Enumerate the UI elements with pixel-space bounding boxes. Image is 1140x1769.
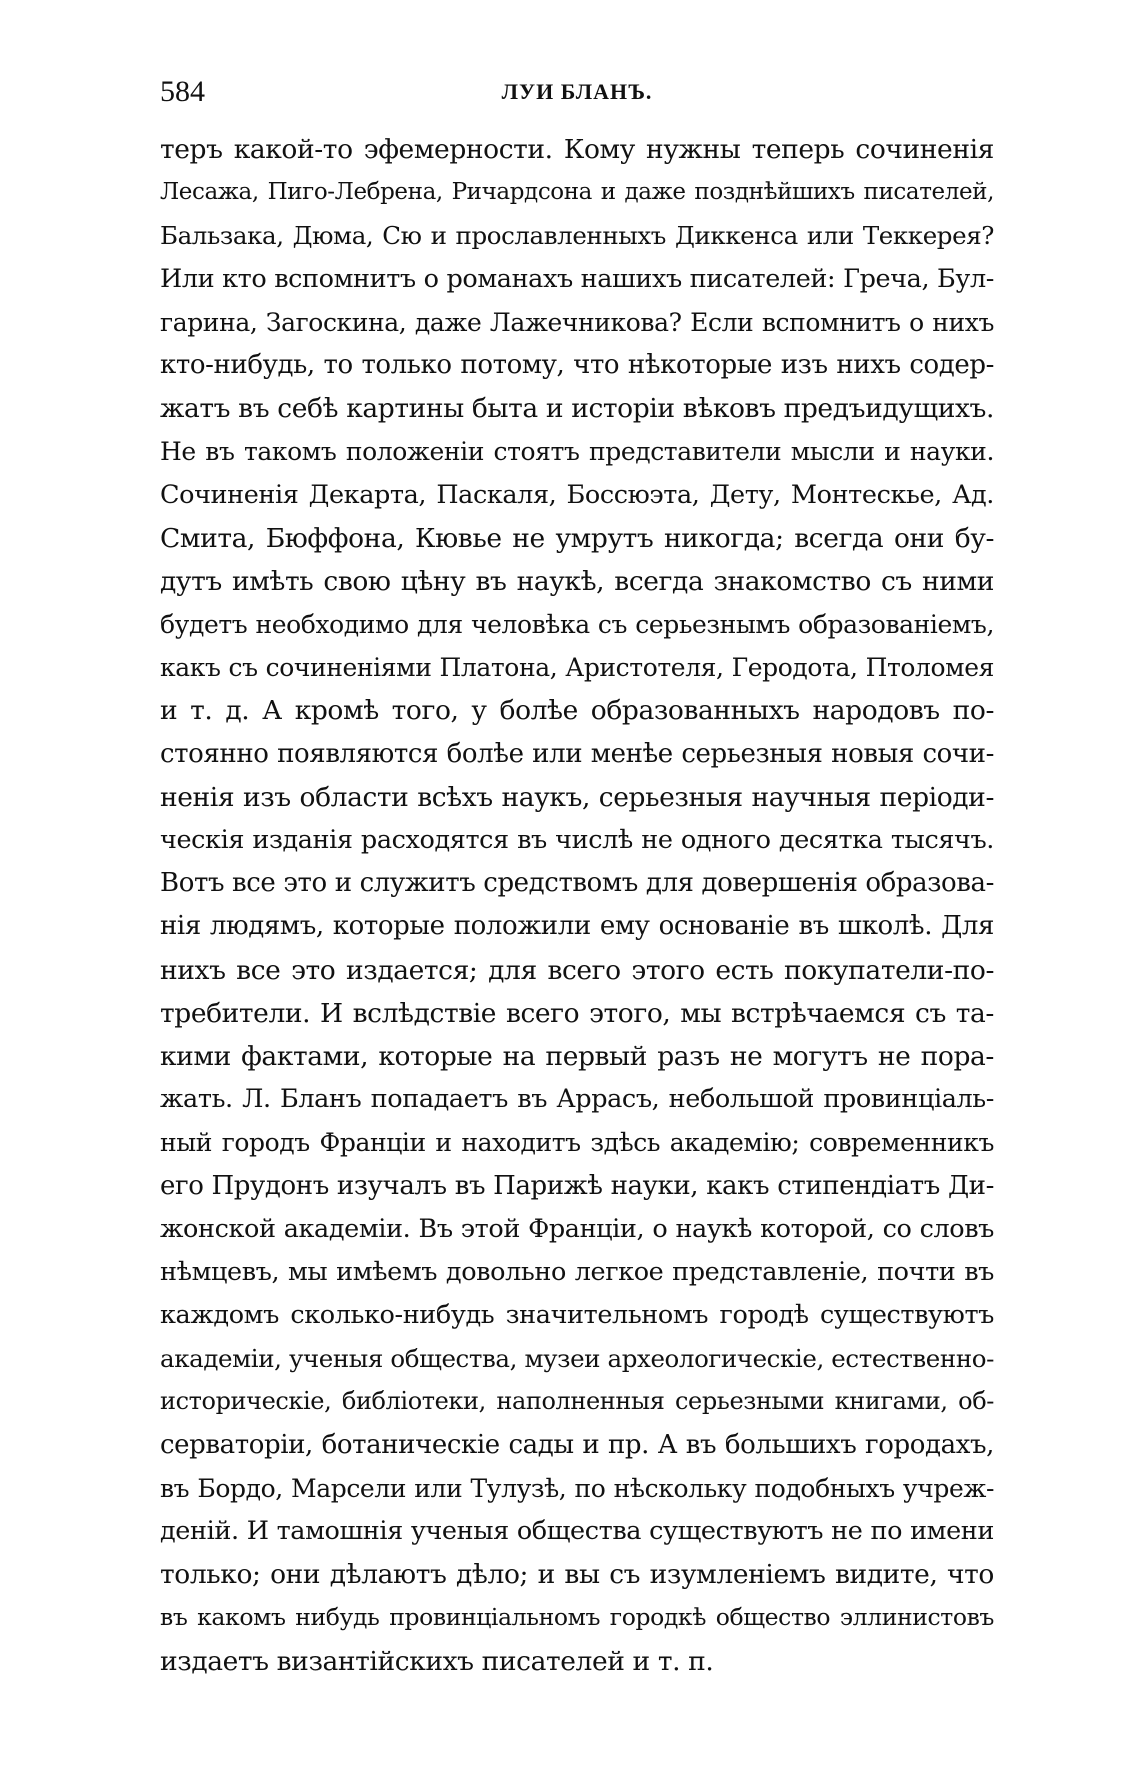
text-line: только; они дѣлаютъ дѣло; и вы съ изумленіемъ видите, что [160, 1559, 994, 1591]
text-line: кто-нибудь, то только потому, что нѣкоторые изъ нихъ содер- [160, 349, 994, 380]
text-line: ный городъ Франціи и находитъ здѣсь академію; современникъ [160, 1128, 994, 1158]
text-line: Или кто вспомнитъ о романахъ нашихъ писателей: Греча, Бул- [160, 263, 994, 294]
text-line: ненія изъ области всѣхъ наукъ, серьезныя научныя періоди- [160, 781, 994, 813]
text-line: нихъ все это издается; для всего этого есть покупатели-по- [160, 954, 994, 986]
text-line: будетъ необходимо для человѣка съ серьезнымъ образованіемъ, [160, 610, 994, 640]
text-line: ческія изданія расходятся въ числѣ не одного десятка тысячъ. [160, 825, 994, 855]
body-text [160, 128, 994, 1683]
text-line: Сочиненія Декарта, Паскаля, Боссюэта, Дету, Монтескье, Ад. [160, 479, 994, 510]
text-line: академіи, ученыя общества, музеи археологическіе, естественно- [160, 1344, 994, 1374]
text-line: стоянно появляются болѣе или менѣе серьезныя новыя сочи- [160, 738, 994, 769]
text-line: нія людямъ, которые положили ему основаніе въ школѣ. Для [160, 911, 994, 942]
text-line: серваторіи, ботаническіе сады и пр. А въ большихъ городахъ, [160, 1429, 994, 1460]
text-line: Не въ такомъ положеніи стоятъ представители мысли и науки. [160, 437, 994, 467]
text-line: издаетъ византійскихъ писателей и т. п. [160, 1645, 714, 1677]
text-line: жонской академіи. Въ этой Франціи, о наукѣ которой, со словъ [160, 1213, 994, 1244]
text-line: Вотъ все это и служитъ средствомъ для довершенія образова- [160, 868, 994, 899]
text-line: деній. И тамошнія ученыя общества существуютъ не по имени [160, 1516, 994, 1546]
text-line: жатъ въ себѣ картины быта и исторіи вѣковъ предъидущихъ. [160, 393, 994, 425]
text-line: и т. д. А кромѣ того, у болѣе образованныхъ народовъ по- [160, 695, 994, 727]
text-line: требители. И вслѣдствіе всего этого, мы встрѣчаемся съ та- [160, 997, 994, 1029]
text-line: Смита, Бюффона, Кювье не умрутъ никогда; всегда они бу- [160, 522, 994, 554]
text-line: дутъ имѣть свою цѣну въ наукѣ, всегда знакомство съ ними [160, 565, 994, 597]
running-title: ЛУИ БЛАНЪ. [501, 79, 653, 104]
text-line: его Прудонъ изучалъ въ Парижѣ науки, какъ стипендіатъ Ди- [160, 1170, 994, 1201]
text-line: жать. Л. Бланъ попадаетъ въ Аррасъ, небольшой провинціаль- [160, 1084, 994, 1115]
text-line: историческіе, библіотеки, наполненныя серьезными книгами, об- [160, 1387, 994, 1416]
text-line: гарина, Загоскина, даже Лажечникова? Если вспомнитъ о нихъ [160, 307, 994, 337]
text-line: какъ съ сочиненіями Платона, Аристотеля, Геродота, Птоломея [160, 653, 994, 683]
text-line: нѣмцевъ, мы имѣемъ довольно легкое представленіе, почти въ [160, 1256, 994, 1287]
running-head [160, 72, 994, 112]
text-line: теръ какой-то эфемерности. Кому нужны теперь сочиненія [160, 134, 994, 165]
text-line: Бальзака, Дюма, Сю и прославленныхъ Диккенса или Теккерея? [160, 221, 994, 251]
text-line: Лесажа, Пиго-Лебрена, Ричардсона и даже позднѣйшихъ писателей, [160, 179, 994, 206]
text-line: въ какомъ нибудь провинціальномъ городкѣ общество эллинистовъ [160, 1603, 994, 1632]
page-number: 584 [160, 75, 205, 108]
text-line: каждомъ сколько-нибудь значительномъ городѣ существуютъ [160, 1300, 994, 1331]
text-line: кими фактами, которые на первый разъ не могутъ не пора- [160, 1040, 994, 1072]
text-line: въ Бордо, Марсели или Тулузѣ, по нѣскольку подобныхъ учреж- [160, 1473, 994, 1503]
